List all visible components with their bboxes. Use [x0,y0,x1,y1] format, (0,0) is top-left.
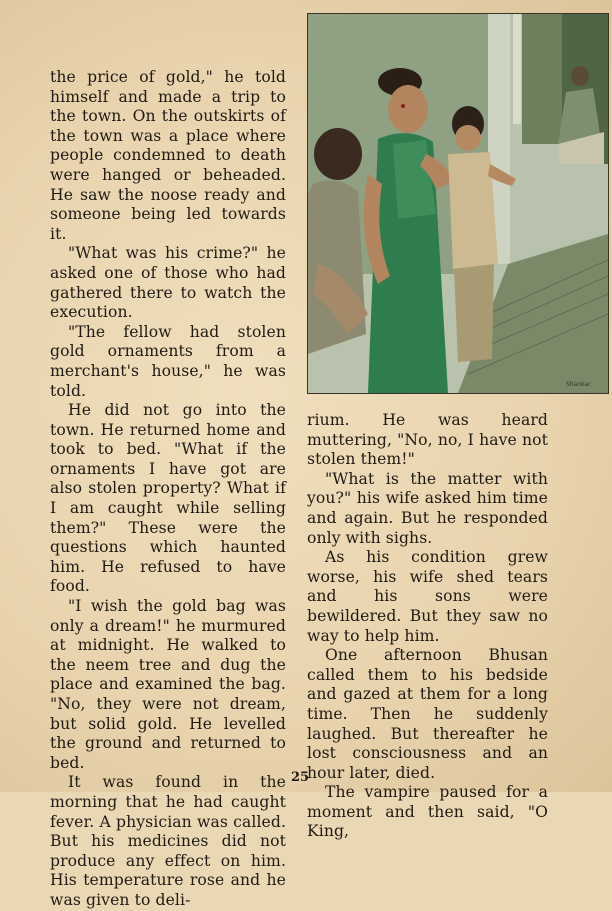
paragraph: "I wish the gold bag was only a dream!" he murmured at midnight. He walked to the neem tree and dug the place and examined the bag. "No, they were not dream, but solid gold. He levelled the ground and returned to bed. [50,597,286,772]
right-text-column [307,411,548,842]
paragraph: He did not go into the town. He returned home and took to bed. "What if the ornaments I have got are also stolen property? What if I am caught while selling them?" These were the questions which haunted him. He refused to have food. [50,401,286,596]
paragraph: "The fellow had stolen gold ornaments from a merchant's house," he was told. [50,322,286,400]
paragraph: The vampire paused for a moment and then said, "O King, [307,783,548,841]
svg-text:Shankar: Shankar [566,381,591,388]
paragraph: As his condition grew worse, his wife shed tears and his sons were bewildered. But they saw no way to help him. [307,548,548,645]
left-text-column [50,68,286,911]
paragraph: rium. He was heard muttering, "No, no, I have not stolen them!" [307,411,548,469]
paragraph: "What is the matter with you?" his wife asked him time and again. But he responded only with sighs. [307,469,548,547]
story-illustration [307,13,609,394]
paragraph: the price of gold," he told himself and made a trip to the town. On the outskirts of the town was a place where people condemned to death were hanged or beheaded. He saw the noose ready and someone being led towards it. [50,68,286,243]
illustration-art [308,14,608,393]
paragraph: It was found in the morning that he had caught fever. A physician was called. But his medicines did not produce any effect on him. His temperature rose and he was given to deli- [50,773,286,909]
page-number: 25 [290,770,310,785]
paragraph: "What was his crime?" he asked one of those who had gathered there to watch the execution. [50,244,286,322]
paragraph: One afternoon Bhusan called them to his bedside and gazed at them for a long time. Then he suddenly laughed. But thereafter he lost consciousness and an hour later, died. [307,646,548,782]
